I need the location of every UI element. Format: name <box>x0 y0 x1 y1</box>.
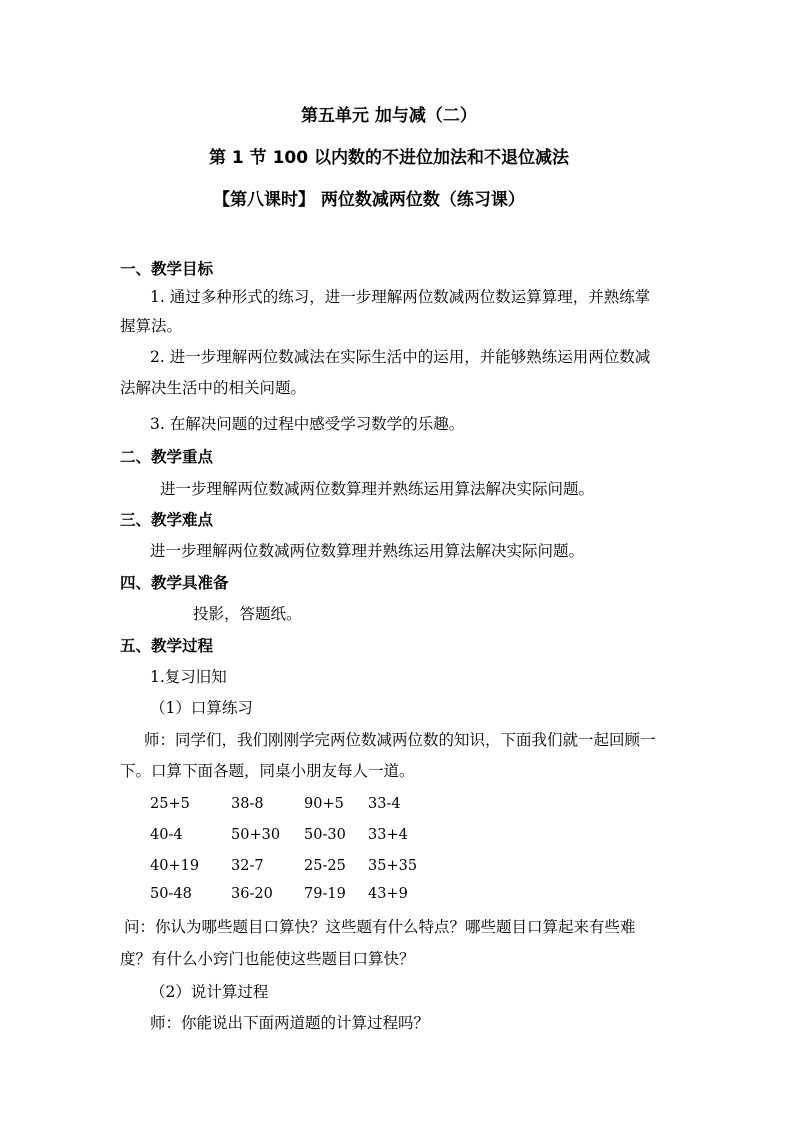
exercise-item: 40-4 <box>150 827 183 843</box>
exercise-item: 50-48 <box>150 886 192 902</box>
exercise-item: 79-19 <box>304 886 346 902</box>
exercise-item: 32-7 <box>231 858 264 874</box>
exercise-item: 40+19 <box>150 858 200 874</box>
exercise-item: 90+5 <box>304 796 344 812</box>
section-title: 第 1 节 100 以内数的不进位加法和不退位减法 <box>209 148 569 168</box>
key-points-text: 进一步理解两位数减两位数算理并熟练运用算法解决实际问题。 <box>160 480 595 498</box>
exercise-item: 25+5 <box>150 796 190 812</box>
materials-heading: 四、教学具准备 <box>120 574 229 592</box>
teacher-question: 师：你能说出下面两道题的计算过程吗？ <box>150 1014 430 1032</box>
question-line-2: 度？有什么小窍门也能使这些题目口算快？ <box>120 950 415 968</box>
objective-1-line-2: 握算法。 <box>120 317 183 335</box>
sub-step-oral-practice: （1）口算练习 <box>150 699 253 717</box>
sub-step-explain-process: （2）说计算过程 <box>150 983 269 1001</box>
objective-1-line-1: 1. 通过多种形式的练习，进一步理解两位数减两位数运算算理，并熟练掌 <box>150 288 651 306</box>
difficulties-text: 进一步理解两位数减两位数算理并熟练运用算法解决实际问题。 <box>150 542 585 560</box>
teacher-intro-line-1: 师：同学们，我们刚刚学完两位数减两位数的知识，下面我们就一起回顾一 <box>144 731 656 749</box>
difficulties-heading: 三、教学难点 <box>120 511 214 529</box>
objective-3: 3. 在解决问题的过程中感受学习数学的乐趣。 <box>150 415 465 433</box>
objective-2-line-2: 法解决生活中的相关问题。 <box>120 379 307 397</box>
exercise-item: 33-4 <box>368 796 401 812</box>
objectives-heading: 一、教学目标 <box>120 260 214 278</box>
key-points-heading: 二、教学重点 <box>120 448 214 466</box>
exercise-item: 36-20 <box>231 886 273 902</box>
exercise-item: 50-30 <box>304 827 346 843</box>
exercise-item: 43+9 <box>368 886 408 902</box>
exercise-item: 35+35 <box>368 858 418 874</box>
process-heading: 五、教学过程 <box>120 637 214 655</box>
question-line-1: 问：你认为哪些题目口算快？这些题有什么特点？哪些题目口算起来有些难 <box>124 918 636 936</box>
exercise-item: 50+30 <box>231 827 281 843</box>
teacher-intro-line-2: 下。口算下面各题，同桌小朋友每人一道。 <box>120 762 415 780</box>
unit-title: 第五单元 加与减（二） <box>301 106 477 126</box>
exercise-item: 38-8 <box>231 796 264 812</box>
materials-text: 投影，答题纸。 <box>193 605 302 623</box>
objective-2-line-1: 2. 进一步理解两位数减法在实际生活中的运用，并能够熟练运用两位数减 <box>150 348 651 366</box>
step-1-review: 1.复习旧知 <box>150 668 227 686</box>
lesson-title: 【第八课时】 两位数减两位数（练习课） <box>213 190 525 210</box>
exercise-item: 33+4 <box>368 827 408 843</box>
exercise-item: 25-25 <box>304 858 346 874</box>
